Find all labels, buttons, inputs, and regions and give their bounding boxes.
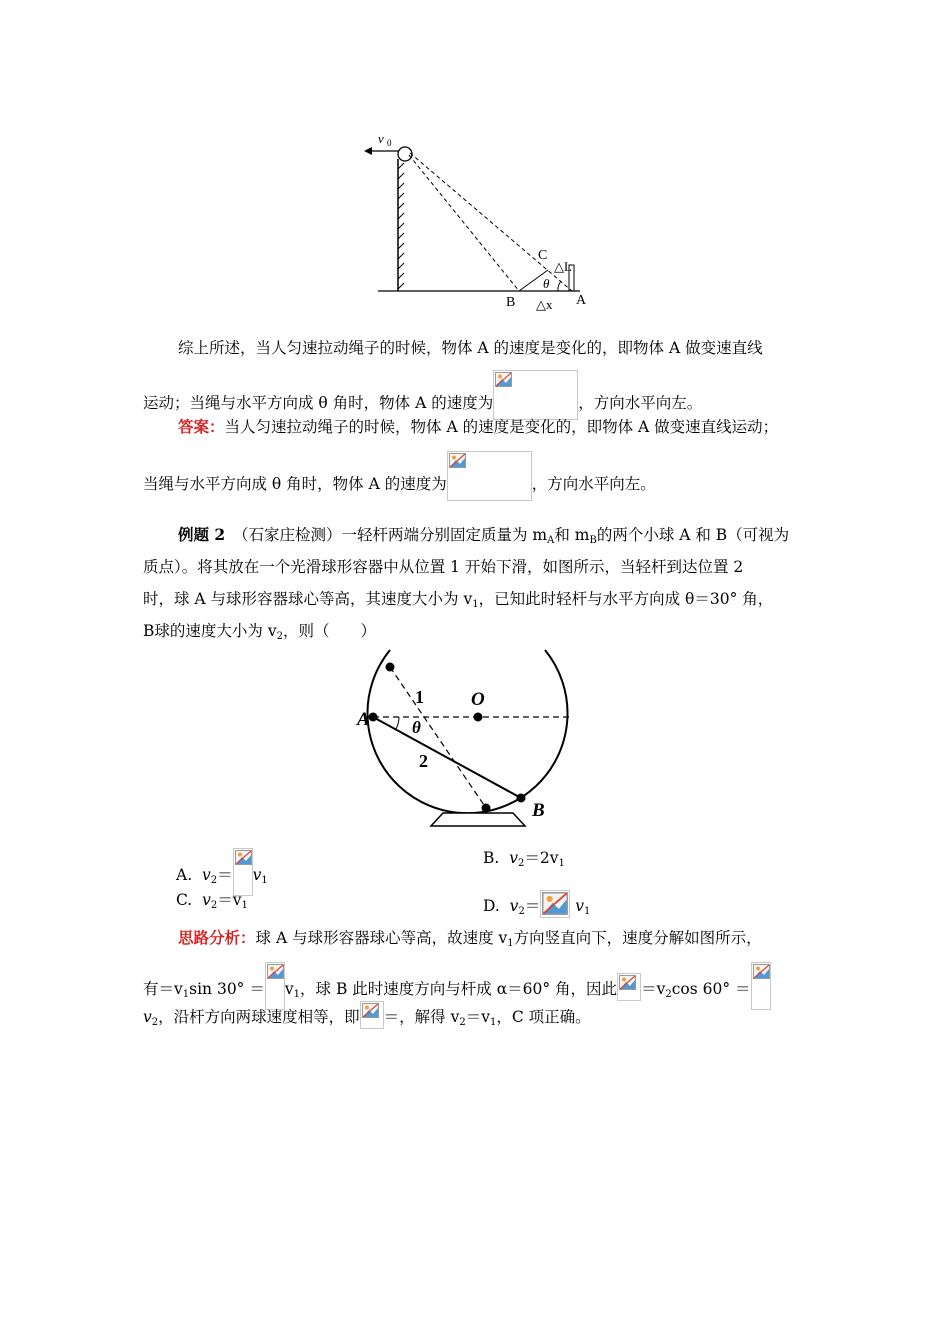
- broken-image-icon: [267, 964, 284, 979]
- option-b: B. $v_2=2v_1$: [483, 849, 565, 869]
- formula-image: [493, 370, 578, 420]
- label-2: 2: [419, 751, 428, 771]
- label-delta-l: △L: [554, 259, 572, 274]
- example-2-line-1: 例题 2 （石家庄检测）一轻杆两端分别固定质量为 $m_A$和 $m_B$的两个小球 A 和 B（可视为: [178, 525, 790, 546]
- rod-position-2: [373, 717, 521, 798]
- ball-a: [369, 713, 378, 722]
- label-c: C: [538, 248, 548, 263]
- broken-image-icon: [619, 975, 636, 990]
- example-2-line-4: B球的速度大小为 $v_2$，则（ ）: [143, 622, 376, 642]
- label-theta: θ: [412, 718, 421, 737]
- example-2-line-3: 时，球 A 与球形容器球心等高，其速度大小为 $v_1$，已知此时轻杆与水平方向成 θ＝30° 角，: [143, 590, 774, 610]
- broken-image-icon: [542, 892, 568, 915]
- option-d: D. $v_2=$ $v_1$: [483, 890, 590, 922]
- label-a: A: [576, 293, 587, 308]
- container-arc: [368, 650, 568, 813]
- wall-hatching: [398, 163, 404, 289]
- rope-position-b: [409, 155, 519, 291]
- label-a: A: [357, 709, 370, 730]
- label-v0-sub: 0: [387, 138, 392, 148]
- v0-arrowhead: [364, 147, 372, 155]
- label-v0: v: [378, 131, 384, 146]
- formula-image: [751, 962, 771, 1010]
- broken-image-icon: [495, 372, 512, 387]
- formula-image: [617, 973, 641, 1001]
- example-2-label: 例题 2: [178, 525, 226, 544]
- answer-line-2: 当绳与水平方向成 θ 角时，物体 A 的速度为 ，方向水平向左。: [143, 451, 656, 501]
- label-b: B: [506, 295, 516, 310]
- analysis-label: 思路分析：: [178, 928, 256, 947]
- theta-arc: [558, 281, 561, 291]
- broken-image-icon: [449, 453, 466, 468]
- figure-spherical-container: [355, 645, 585, 830]
- pulley: [398, 147, 412, 161]
- label-1: 1: [415, 687, 424, 707]
- analysis-line-1: 思路分析：球 A 与球形容器球心等高，故速度 $v_1$方向竖直向下，速度分解如图所示，: [178, 928, 762, 949]
- broken-image-icon: [362, 1003, 379, 1018]
- example-2-line-2: 质点）。将其放在一个光滑球形容器中从位置 1 开始下滑，如图所示，当轻杆到达位置 2: [143, 558, 744, 576]
- paragraph-1-line-2: 运动；当绳与水平方向成 θ 角时，物体 A 的速度为 ，方向水平向左。: [143, 370, 702, 420]
- formula-image: [540, 890, 570, 918]
- label-theta: θ: [543, 276, 550, 291]
- formula-image: [447, 451, 532, 501]
- answer-label: 答案：: [178, 417, 225, 436]
- answer-line-1: 答案：当人匀速拉动绳子的时候，物体 A 的速度是变化的，即物体 A 做变速直线运动；: [178, 417, 779, 436]
- container-base: [431, 813, 525, 826]
- broken-image-icon: [753, 964, 770, 979]
- formula-image: [360, 1001, 384, 1029]
- theta-arc: [396, 717, 399, 729]
- label-delta-x: △x: [536, 297, 553, 312]
- ball-position-1-top: [386, 663, 395, 672]
- option-a: A. $v_2=$ $v_1$: [176, 848, 268, 896]
- center-o: [474, 713, 483, 722]
- option-c: C. $v_2=v_1$: [176, 891, 248, 911]
- ball-position-1-bottom: [482, 804, 491, 813]
- formula-image: [233, 848, 253, 896]
- ball-b: [517, 794, 526, 803]
- broken-image-icon: [235, 850, 252, 865]
- label-b: B: [532, 800, 545, 821]
- analysis-line-2: 有$=v_1\sin$ 30° ＝ $v_1$，球 B 此时速度方向与杆成 α＝60° 角，因此 $=v_2\cos$ 60° ＝: [143, 962, 771, 1010]
- label-o: O: [471, 689, 485, 710]
- analysis-line-3: $v_2$，沿杆方向两球速度相等，即 ＝，解得 $v_2=v_1$，C 项正确。: [143, 1001, 591, 1033]
- paragraph-1-line-1: 综上所述，当人匀速拉动绳子的时候，物体 A 的速度是变化的，即物体 A 做变速直线: [178, 339, 763, 357]
- figure-rope-pulley: [360, 125, 600, 315]
